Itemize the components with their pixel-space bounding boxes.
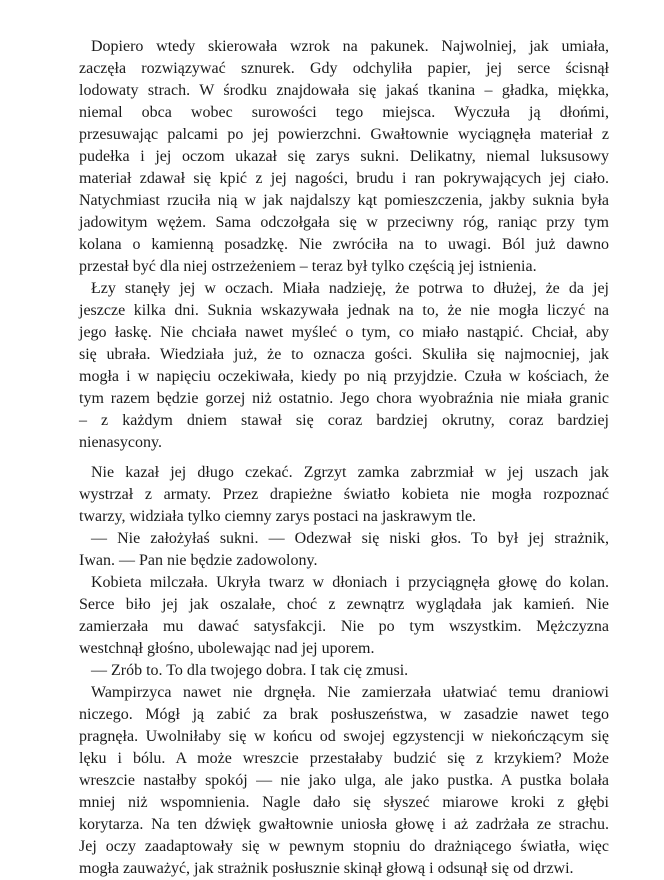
text-line: lodowaty strach. W środku znajdowała się jakaś tkanina – gładka, miękka, bbox=[79, 82, 609, 99]
text-line: mogła i w napięciu oczekiwała, kiedy po nią przyjdzie. Czuła w kościach, że bbox=[79, 368, 609, 385]
text-line: wreszcie nastałby spokój — nie jako ulga, ale jako pustka. A pustka bolała bbox=[79, 772, 609, 789]
paragraph bbox=[79, 528, 609, 572]
text-line: Wampirzyca nawet nie drgnęła. Nie zamierzała ułatwiać temu draniowi bbox=[91, 684, 609, 701]
text-line: niczego. Mógł ją zabić za brak posłuszeństwa, w zasadzie nawet tego bbox=[79, 706, 609, 723]
text-line: korytarza. Na ten dźwięk gwałtownie uniosła głowę i aż zadrżała ze strachu. bbox=[79, 816, 609, 833]
paragraph bbox=[79, 682, 609, 880]
paragraph-gap bbox=[79, 454, 609, 462]
paragraph bbox=[79, 462, 609, 528]
text-line: Kobieta milczała. Ukryła twarz w dłoniach i przyciągnęła głowę do kolan. bbox=[91, 574, 609, 591]
text-line: twarzy, widziała tylko ciemny zarys postaci na jaskrawym tle. bbox=[79, 508, 477, 525]
text-line: Jej oczy zaadaptowały się w pewnym stopniu do drażniącego światła, więc bbox=[79, 838, 609, 855]
text-line: westchnął głośno, ubolewając nad jej uporem. bbox=[79, 640, 375, 657]
text-line: przestał być dla niej ostrzeżeniem – teraz był tylko częścią jej istnienia. bbox=[79, 258, 537, 275]
text-line: Dopiero wtedy skierowała wzrok na pakunek. Najwolniej, jak umiała, bbox=[91, 38, 609, 55]
paragraph bbox=[79, 278, 609, 454]
text-line: kolana o kamienną posadzkę. Nie zwróciła na to uwagi. Ból już dawno bbox=[79, 236, 609, 253]
text-line: — Zrób to. To dla twojego dobra. I tak cię zmusi. bbox=[91, 662, 409, 679]
text-line: jego łaskę. Nie chciała nawet myśleć o tym, co miało nastąpić. Chciał, aby bbox=[79, 324, 609, 341]
text-line: pragnęła. Uwolniłaby się w końcu od swojej egzystencji w niekończącym się bbox=[79, 728, 609, 745]
text-line: mniej niż wspomnienia. Nagle dało się słyszeć miarowe kroki z głębi bbox=[79, 794, 609, 811]
text-line: — Nie założyłaś sukni. — Odezwał się niski głos. To był jej strażnik, bbox=[91, 530, 609, 547]
text-line: Nie kazał jej długo czekać. Zgrzyt zamka zabrzmiał w jej uszach jak bbox=[91, 464, 609, 481]
text-line: – z każdym dniem stawał się coraz bardziej okrutny, coraz bardziej bbox=[79, 412, 609, 429]
text-line: pudełka i jej oczom ukazał się zarys sukni. Delikatny, niemal luksusowy bbox=[79, 148, 609, 165]
text-line: zaczęła rozwiązywać sznurek. Gdy odchyliła papier, jej serce ścisnął bbox=[79, 60, 609, 77]
text-line: jeszcze kilka dni. Suknia wskazywała jednak na to, że nie mogła liczyć na bbox=[79, 302, 609, 319]
text-line: Serce biło jej jak oszalałe, choć z zewnątrz wyglądała jak kamień. Nie bbox=[79, 596, 609, 613]
text-line: zamierzała mu dawać satysfakcji. Nie po tym wszystkim. Mężczyzna bbox=[79, 618, 609, 635]
paragraph bbox=[79, 660, 609, 682]
text-line: materiał zdawał się kpić z jej nagości, brudu i ran pokrywających jej ciało. bbox=[79, 170, 609, 187]
text-line: tym razem będzie gorzej niż ostatnio. Jego chora wyobraźnia nie miała granic bbox=[79, 390, 609, 407]
text-line: przesuwając palcami po jej powierzchni. Gwałtownie wyciągnęła materiał z bbox=[79, 126, 609, 143]
text-line: Iwan. — Pan nie będzie zadowolony. bbox=[79, 552, 318, 569]
document-body bbox=[79, 36, 609, 880]
text-line: jadowitym wężem. Sama odczołgała się w przeciwny róg, raniąc przy tym bbox=[79, 214, 609, 231]
text-line: niemal obca wobec surowości tego miejsca. Wyczuła ją dłońmi, bbox=[79, 104, 609, 121]
text-line: Łzy stanęły jej w oczach. Miała nadzieję, że potrwa to dłużej, że da jej bbox=[91, 280, 609, 297]
text-line: lęku i bólu. A może wreszcie przestałaby budzić się z krzykiem? Może bbox=[79, 750, 609, 767]
text-line: nienasycony. bbox=[79, 434, 162, 451]
text-line: wystrzał z armaty. Przez drapieżne światło kobieta nie mogła rozpoznać bbox=[79, 486, 609, 503]
text-line: mogła zauważyć, jak strażnik posłusznie skinął głową i odsunął się od drzwi. bbox=[79, 860, 574, 877]
text-line: Natychmiast rzuciła nią w jak najdalszy kąt pomieszczenia, jakby suknia była bbox=[79, 192, 609, 209]
paragraph bbox=[79, 36, 609, 278]
text-line: się ubrała. Wiedziała już, że to oznacza gości. Skuliła się najmocniej, jak bbox=[79, 346, 609, 363]
paragraph bbox=[79, 572, 609, 660]
